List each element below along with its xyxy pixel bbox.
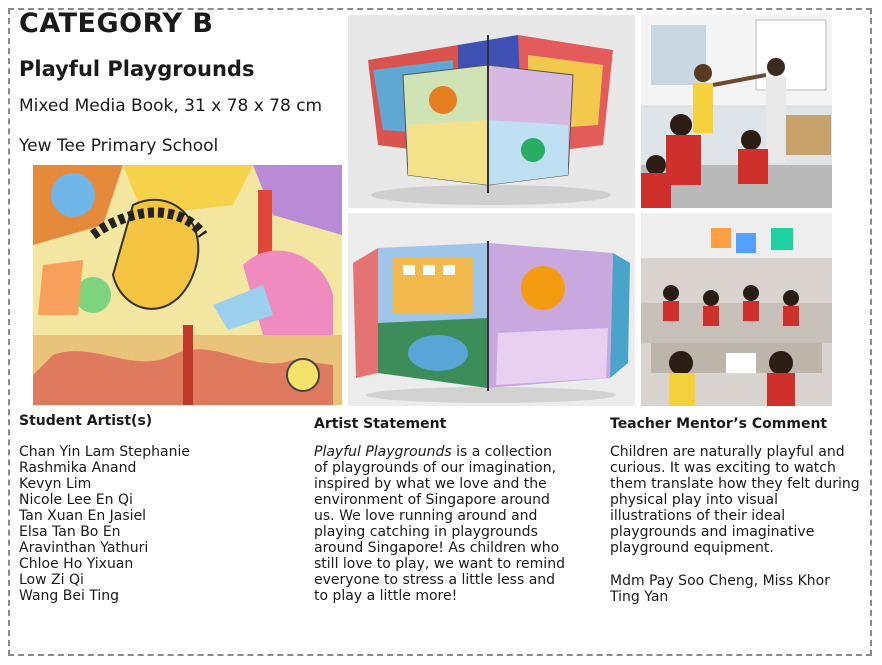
artist-name: Wang Bei Ting bbox=[19, 588, 120, 604]
category-heading: CATEGORY B bbox=[19, 8, 214, 39]
classroom-demo-image bbox=[641, 15, 832, 208]
artists-list bbox=[19, 444, 289, 604]
artist-name: Nicole Lee En Qi bbox=[19, 492, 133, 508]
mentor-names: Mdm Pay Soo Cheng, Miss Khor Ting Yan bbox=[610, 573, 830, 605]
artwork-image bbox=[33, 165, 342, 405]
mentor-heading: Teacher Mentor’s Comment bbox=[610, 416, 828, 432]
mentor-comment: Children are naturally playful and curious. It was exciting to watch them translate how they felt during physical play into visual illustrations of their ideal playgrounds and imaginative playground equipment. bbox=[610, 444, 860, 556]
book-open-image bbox=[348, 213, 635, 406]
artwork-title: Playful Playgrounds bbox=[19, 57, 255, 81]
artist-name: Chloe Ho Yixuan bbox=[19, 556, 134, 572]
artist-name: Tan Xuan En Jasiel bbox=[19, 508, 147, 524]
statement-title: Playful Playgrounds bbox=[314, 444, 452, 460]
artwork-medium: Mixed Media Book, 31 x 78 x 78 cm bbox=[19, 96, 323, 116]
school-name: Yew Tee Primary School bbox=[19, 136, 219, 156]
artist-name: Elsa Tan Bo En bbox=[19, 524, 121, 540]
classroom-work-image bbox=[641, 213, 832, 406]
artist-name: Low Zi Qi bbox=[19, 572, 84, 588]
statement-body: is a collection of playgrounds of our imagination, inspired by what we love and the environment of Singapore around us. We love running around and playing catching in playgrounds around Singapore! As children who still love to play, we want to remind everyone to stress a little less and to play a little more! bbox=[314, 444, 565, 604]
artist-statement bbox=[314, 444, 568, 604]
artist-name: Chan Yin Lam Stephanie bbox=[19, 444, 190, 460]
book-standing-image bbox=[348, 15, 635, 208]
artist-name: Rashmika Anand bbox=[19, 460, 137, 476]
artist-name: Aravinthan Yathuri bbox=[19, 540, 149, 556]
statement-heading: Artist Statement bbox=[314, 416, 447, 432]
artist-name: Kevyn Lim bbox=[19, 476, 92, 492]
artists-heading: Student Artist(s) bbox=[19, 413, 153, 429]
